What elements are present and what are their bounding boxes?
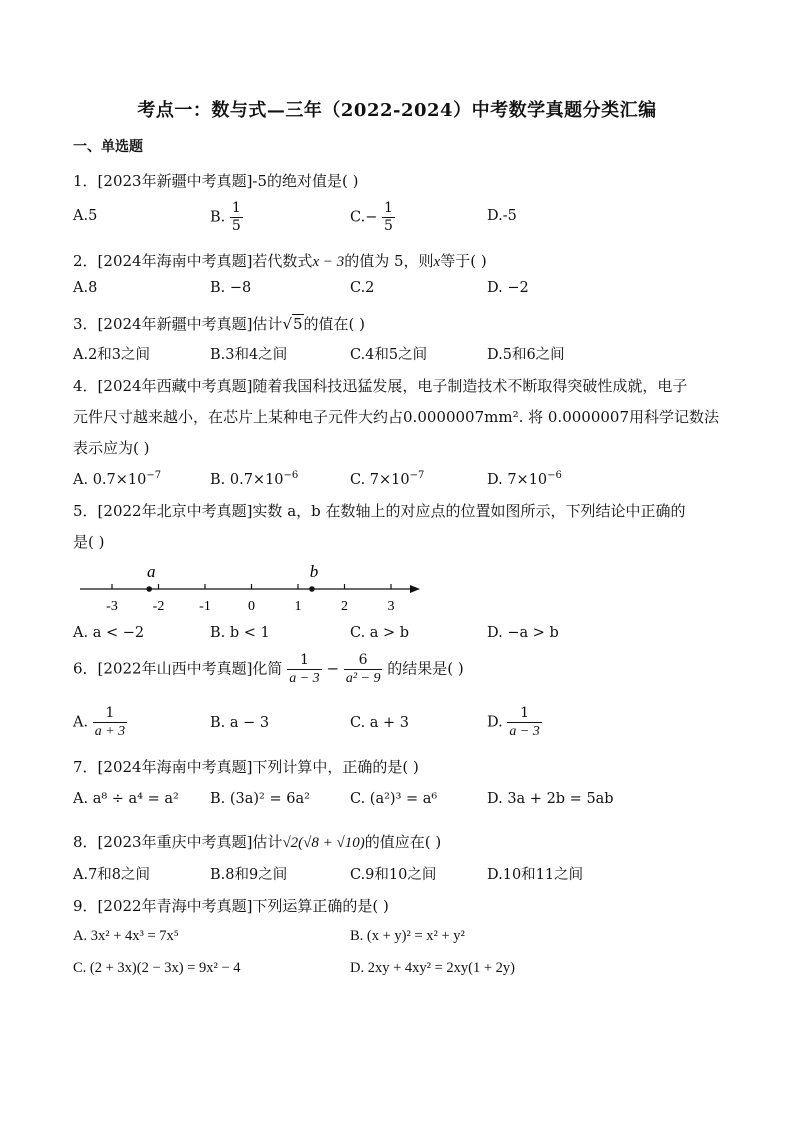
q3-option-b: B.3和4之间 (210, 347, 288, 363)
q9-option-d: D. 2xy + 4xy² = 2xy(1 + 2y) (350, 960, 516, 976)
q2-option-a: A.8 (73, 280, 98, 296)
q6-option-c: C. a + 3 (350, 715, 410, 731)
q5-option-d: D. −a > b (487, 625, 559, 641)
q1-option-a: A.5 (73, 208, 98, 224)
number-line-arrow (410, 585, 420, 593)
question-4-line2: 元件尺寸越来越小，在芯片上某种电子元件大约占0.0000007mm². 将 0.0000007用科学记数法 (73, 408, 719, 426)
q4-option-a: A. $0.7\times 10^{-7}$ (73, 470, 162, 488)
question-1-stem: 1．[2023年新疆中考真题]-5的绝对值是( ) (73, 172, 359, 190)
question-6-stem: 6．[2022年山西中考真题]化简 $\frac{1}{a - 3}$ − $\frac{6}{\text{a² − 9}}$ 的结果是( ) (73, 652, 464, 686)
question-5-line2: 是( ) (73, 533, 105, 551)
number-line-tick-label: 3 (387, 599, 395, 614)
q9-option-c: C. (2 + 3x)(2 − 3x) = 9x² − 4 (73, 960, 241, 976)
q8-option-b: B.8和9之间 (210, 867, 288, 883)
q9-option-b: B. (x + y)² = x² + y² (350, 928, 465, 944)
q3-option-a: A.2和3之间 (73, 347, 151, 363)
number-line-tick-label: -3 (106, 599, 118, 614)
q6-option-b: B. a − 3 (210, 715, 270, 731)
question-7-stem: 7．[2024年海南中考真题]下列计算中，正确的是( ) (73, 758, 419, 776)
q7-option-d: D. 3a + 2b = 5ab (487, 791, 614, 807)
number-line-tick-label: 1 (294, 599, 302, 614)
number-line-tick-label: -1 (199, 599, 211, 614)
question-4-line1: 4．[2024年西藏中考真题]随着我国科技迅猛发展，电子制造技术不断取得突破性成就，电子 (73, 377, 688, 395)
q3-option-d: D.5和6之间 (487, 347, 565, 363)
question-4-line3: 表示应为( ) (73, 439, 150, 457)
q6-option-a: A. $\frac{1}{a + 3}$ (73, 705, 126, 739)
q1-option-c: C.− $\frac{1}{5}$ (350, 200, 393, 234)
q5-option-a: A. a < −2 (73, 625, 145, 641)
q5-option-c: C. a > b (350, 625, 410, 641)
q4-option-d: D. $7\times 10^{-6}$ (487, 470, 562, 488)
number-line-figure (70, 555, 430, 615)
q8-option-a: A.7和8之间 (73, 867, 151, 883)
section-heading: 一、单选题 (73, 139, 143, 155)
q2-option-c: C.2 (350, 280, 375, 296)
question-2-stem: 2．[2024年海南中考真题]若代数式x − 3的值为 5，则x等于( ) (73, 252, 487, 270)
number-line-point-b (309, 586, 315, 592)
q8-option-d: D.10和11之间 (487, 867, 584, 883)
q7-option-c: C. (a²)³ = a⁶ (350, 791, 438, 807)
page-title: 考点一：数与式—三年（2022-2024）中考数学真题分类汇编 (137, 100, 657, 121)
q3-option-c: C.4和5之间 (350, 347, 428, 363)
q8-option-c: C.9和10之间 (350, 867, 437, 883)
q9-option-a: A. 3x² + 4x³ = 7x⁵ (73, 928, 179, 944)
question-3-stem: 3．[2024年新疆中考真题]估计√5的值在( ) (73, 315, 366, 333)
q1-option-b: B. $\frac{1}{5}$ (210, 200, 241, 234)
number-line-tick-label: 0 (248, 599, 255, 614)
number-line-tick-label: -2 (152, 599, 165, 614)
q4-option-b: B. $0.7\times 10^{-6}$ (210, 470, 299, 488)
question-5-line1: 5．[2022年北京中考真题]实数 a，b 在数轴上的对应点的位置如图所示，下列结论中正确的 (73, 502, 686, 520)
number-line-point-label-a: a (146, 562, 156, 581)
q2-option-b: B. −8 (210, 280, 252, 296)
q5-option-b: B. b < 1 (210, 625, 270, 641)
q4-option-c: C. $7\times 10^{-7}$ (350, 470, 425, 488)
number-line-tick-label: 2 (341, 599, 348, 614)
q7-option-b: B. (3a)² = 6a² (210, 791, 310, 807)
question-9-stem: 9．[2022年青海中考真题]下列运算正确的是( ) (73, 897, 389, 915)
q2-option-d: D. −2 (487, 280, 529, 296)
number-line-point-label-b: b (309, 562, 319, 581)
q1-option-d: D.-5 (487, 208, 517, 224)
q7-option-a: A. a⁸ ÷ a⁴ = a² (73, 791, 179, 807)
question-8-stem: 8．[2023年重庆中考真题]估计√2(√8 + √10)的值应在( ) (73, 833, 442, 851)
number-line-point-a (146, 586, 152, 592)
q6-option-d: D. $\frac{1}{a - 3}$ (487, 705, 540, 739)
